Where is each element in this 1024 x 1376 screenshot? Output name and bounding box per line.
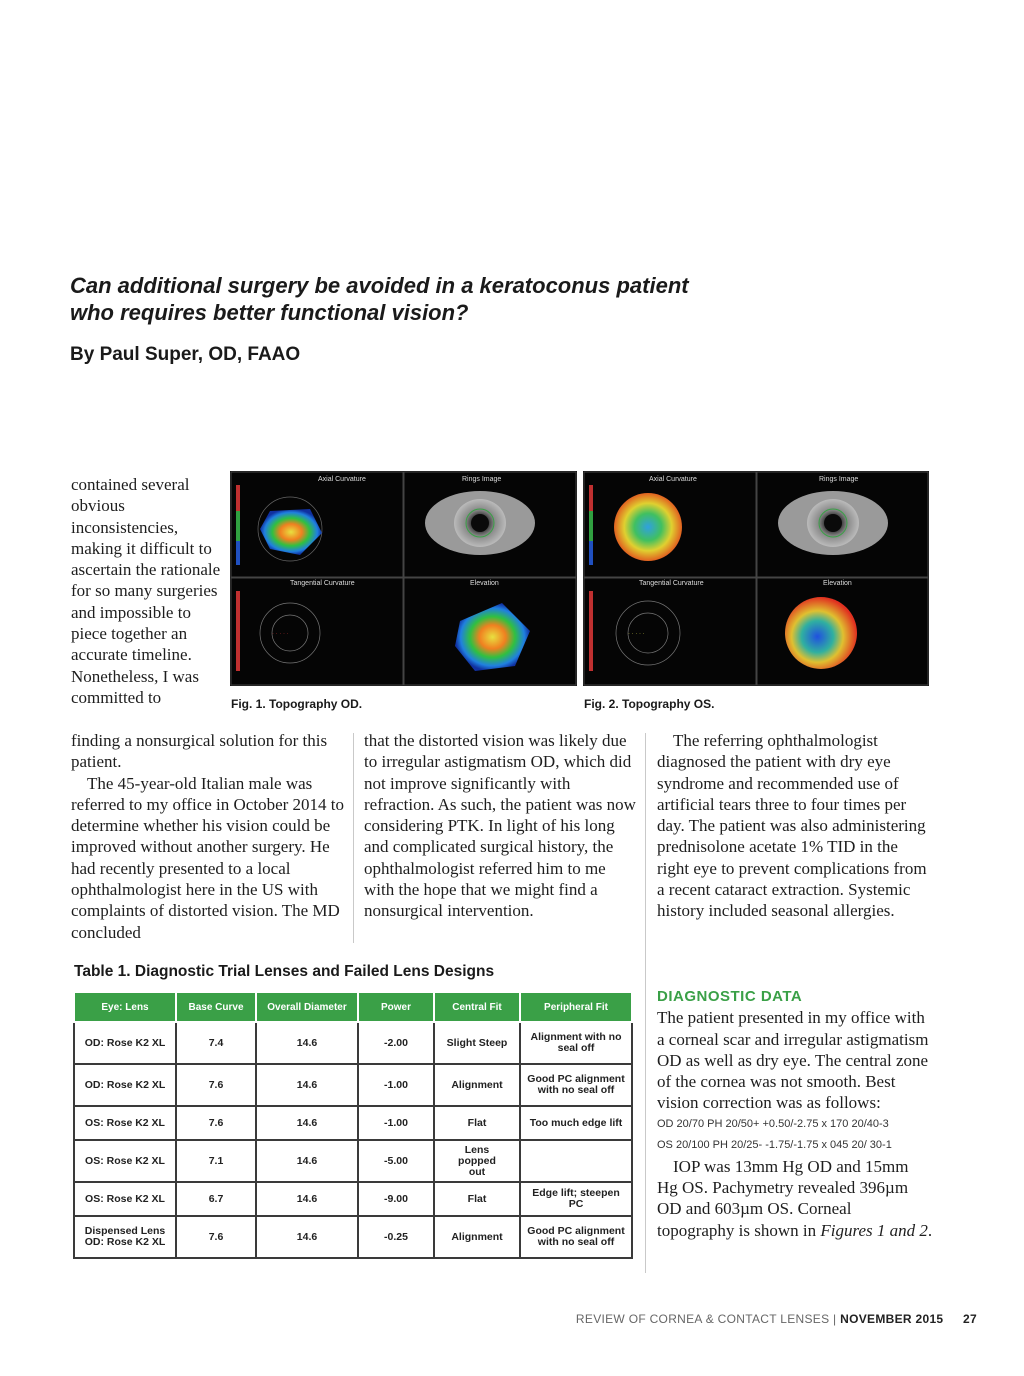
body-text: . bbox=[927, 1220, 933, 1240]
body-paragraph: The referring ophthalmologist diagnosed the patient with dry eye syndrome and recommended use of artificial tears three to four times per day. The patient was also administering prednisolone acetate 1% TID in the right eye to prevent complications from a recent cataract extraction. Systemic history included seasonal allergies. bbox=[657, 731, 927, 921]
body-paragraph: contained several obvious inconsistencies, making it difficult to ascertain the rationale for so many surgeries and impossible to piece together an accurate timeline. Nonetheless, I was committed to bbox=[71, 475, 221, 707]
table-cell: OD: Rose K2 XL bbox=[74, 1064, 176, 1106]
panel-title: Elevation bbox=[823, 580, 852, 587]
table-cell: 7.4 bbox=[176, 1022, 256, 1064]
diagnostic-lens-table bbox=[73, 991, 633, 1259]
table-cell: 7.6 bbox=[176, 1216, 256, 1258]
panel-title: Axial Curvature bbox=[318, 476, 366, 483]
table-cell: 7.1 bbox=[176, 1140, 256, 1182]
table-cell: OS: Rose K2 XL bbox=[74, 1182, 176, 1216]
figure-topography-os bbox=[583, 471, 929, 686]
column-divider bbox=[645, 733, 646, 1273]
table-cell: Good PC alignment with no seal off bbox=[520, 1064, 632, 1106]
table-row bbox=[74, 1022, 632, 1064]
refraction-od: OD 20/70 PH 20/50+ +0.50/-2.75 x 170 20/40-3 bbox=[657, 1117, 889, 1130]
table-row bbox=[74, 1182, 632, 1216]
table-row bbox=[74, 1216, 632, 1258]
table-cell: Alignment bbox=[434, 1216, 520, 1258]
topography-os-graphic bbox=[583, 471, 929, 686]
refraction-os: OS 20/100 PH 20/25- -1.75/-1.75 x 045 20/ 30-1 bbox=[657, 1138, 892, 1151]
table-cell: -5.00 bbox=[358, 1140, 434, 1182]
figure-2-caption: Fig. 2. Topography OS. bbox=[584, 697, 715, 711]
panel-title: Rings Image bbox=[462, 476, 502, 483]
section-heading: DIAGNOSTIC DATA bbox=[657, 988, 803, 1005]
table-cell: 14.6 bbox=[256, 1216, 358, 1258]
table-cell: 14.6 bbox=[256, 1022, 358, 1064]
table-cell: OD: Rose K2 XL bbox=[74, 1022, 176, 1064]
figure-1-caption: Fig. 1. Topography OD. bbox=[231, 697, 363, 711]
table-cell: -0.25 bbox=[358, 1216, 434, 1258]
panel-title: Tangential Curvature bbox=[639, 580, 704, 587]
table-cell bbox=[520, 1140, 632, 1182]
table-cell: Alignment bbox=[434, 1064, 520, 1106]
table-cell: Alignment with no seal off bbox=[520, 1022, 632, 1064]
table-cell: Too much edge lift bbox=[520, 1106, 632, 1140]
table-cell: -9.00 bbox=[358, 1182, 434, 1216]
column-divider bbox=[353, 733, 354, 943]
column-header: Power bbox=[358, 992, 434, 1022]
table-cell: Slight Steep bbox=[434, 1022, 520, 1064]
table-cell: 7.6 bbox=[176, 1064, 256, 1106]
table-title: Table 1. Diagnostic Trial Lenses and Failed Lens Designs bbox=[74, 963, 495, 980]
page-number: 27 bbox=[963, 1312, 977, 1326]
column-header: Base Curve bbox=[176, 992, 256, 1022]
panel-title: Rings Image bbox=[819, 476, 859, 483]
diagnostic-data-section bbox=[657, 986, 933, 1241]
table-cell: Flat bbox=[434, 1182, 520, 1216]
table-cell: 14.6 bbox=[256, 1140, 358, 1182]
table-cell: Lens popped out bbox=[434, 1140, 520, 1182]
svg-text:· · · · ·: · · · · · bbox=[628, 631, 645, 637]
journal-name: REVIEW OF CORNEA & CONTACT LENSES | bbox=[575, 1312, 837, 1326]
author-byline: By Paul Super, OD, FAAO bbox=[70, 344, 301, 365]
body-text-wrap bbox=[71, 474, 221, 708]
panel-title: Tangential Curvature bbox=[290, 580, 355, 587]
column-header: Overall Diameter bbox=[256, 992, 358, 1022]
body-paragraph: that the distorted vision was likely due to irregular astigmatism OD, which did not improve significantly with refraction. As such, the patient was now considering PTK. In light of his long and complicated surgical history, the ophthalmologist referred him to me with the hope that we might find a nonsurgical intervention. bbox=[364, 731, 636, 921]
article-deck: Can additional surgery be avoided in a keratoconus patient who requires better functional vision? bbox=[70, 273, 689, 325]
table-cell: -2.00 bbox=[358, 1022, 434, 1064]
table-cell: Flat bbox=[434, 1106, 520, 1140]
body-column-3 bbox=[657, 730, 933, 922]
body-column-1 bbox=[71, 730, 347, 943]
svg-text:· · · · ·: · · · · · bbox=[272, 631, 289, 637]
table-cell: -1.00 bbox=[358, 1064, 434, 1106]
column-header: Central Fit bbox=[434, 992, 520, 1022]
table-cell: Good PC alignment with no seal off bbox=[520, 1216, 632, 1258]
panel-title: Elevation bbox=[470, 580, 499, 587]
body-paragraph: finding a nonsurgical solution for this patient. bbox=[71, 731, 328, 772]
body-paragraph: The patient presented in my office with a corneal scar and irregular astigmatism OD as well as dry eye. The central zone of the cornea was not smooth. Best vision correction was as follows: bbox=[657, 1008, 929, 1113]
table-cell: 14.6 bbox=[256, 1182, 358, 1216]
body-paragraph bbox=[657, 1156, 933, 1241]
figure-topography-od bbox=[230, 471, 577, 686]
table-cell: -1.00 bbox=[358, 1106, 434, 1140]
body-text: IOP was 13mm Hg OD and 15mm Hg OS. Pachymetry revealed 396µm OD and 603µm OS. Corneal topography is shown in bbox=[657, 1156, 909, 1240]
issue-date: NOVEMBER 2015 bbox=[840, 1312, 944, 1326]
topography-od-graphic bbox=[230, 471, 577, 686]
table-cell: OS: Rose K2 XL bbox=[74, 1106, 176, 1140]
table-cell: Edge lift; steepen PC bbox=[520, 1182, 632, 1216]
table-cell: 6.7 bbox=[176, 1182, 256, 1216]
table-cell: Dispensed Lens OD: Rose K2 XL bbox=[74, 1216, 176, 1258]
body-column-2 bbox=[364, 730, 640, 922]
table-cell: OS: Rose K2 XL bbox=[74, 1140, 176, 1182]
column-header: Eye: Lens bbox=[74, 992, 176, 1022]
panel-title: Axial Curvature bbox=[649, 476, 697, 483]
table-row bbox=[74, 1106, 632, 1140]
table-cell: 7.6 bbox=[176, 1106, 256, 1140]
table-cell: 14.6 bbox=[256, 1106, 358, 1140]
table-header-row bbox=[74, 992, 632, 1022]
table-row bbox=[74, 1140, 632, 1182]
page-footer bbox=[576, 1312, 977, 1326]
table-row bbox=[74, 1064, 632, 1106]
column-header: Peripheral Fit bbox=[520, 992, 632, 1022]
table-cell: 14.6 bbox=[256, 1064, 358, 1106]
figure-reference: Figures 1 and 2 bbox=[820, 1220, 928, 1240]
body-paragraph: The 45-year-old Italian male was referred to my office in October 2014 to determine whether his vision could be improved without another surgery. He had recently presented to a local ophthalmologist here in the US with complaints of distorted vision. The MD concluded bbox=[71, 773, 345, 942]
